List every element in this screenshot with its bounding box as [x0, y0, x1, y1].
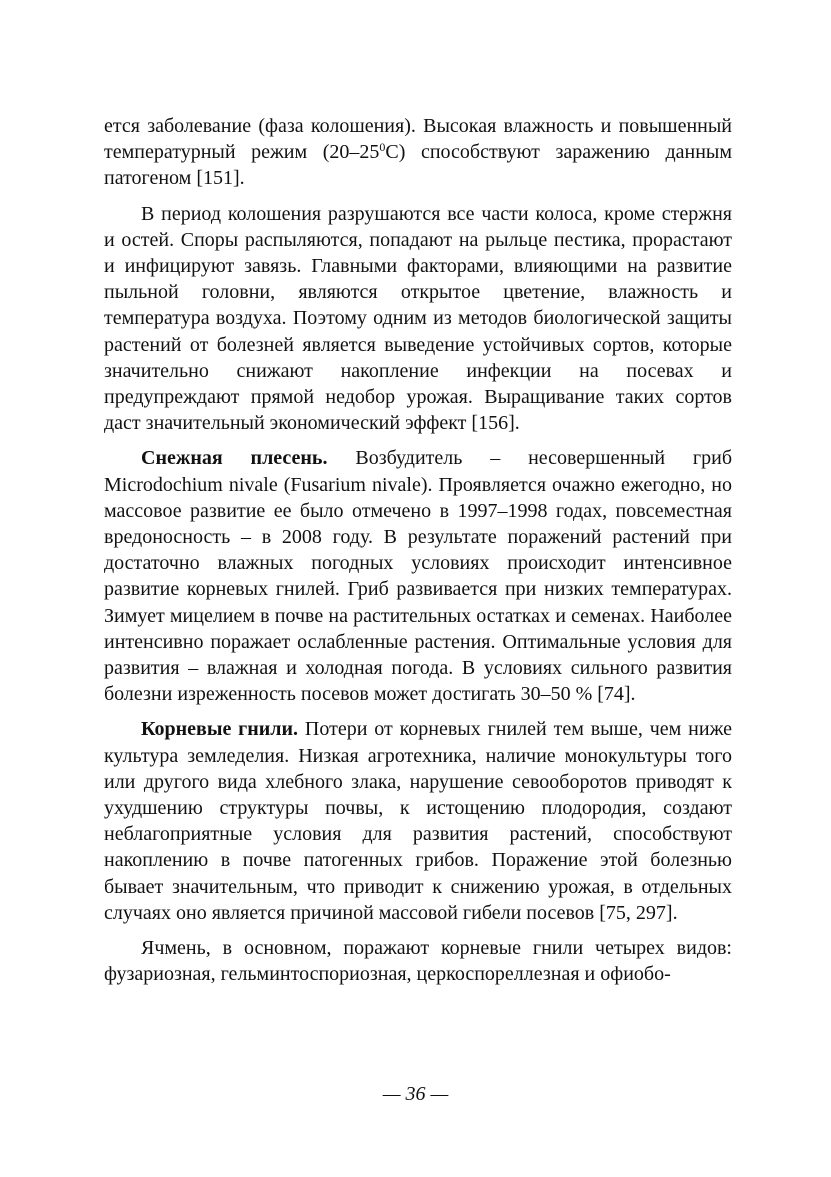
- paragraph-text: Потери от корневых гнилей тем выше, чем ниже культура земледелия. Низкая агротехника, наличие монокультуры того или другого вида хлебного злака, нарушение севооборотов приводят к ухудшению структуры почвы, к истощению плодородия, создают неблагоприятные условия для развития растений, способствуют накоплению в почве патогенных грибов. Поражение этой болезнью бывает значительным, что приводит к снижению урожая, в отдельных случаях оно является причиной массовой гибели посевов [75, 297].: [104, 718, 732, 924]
- paragraph-snow-mold: [104, 445, 732, 707]
- paragraph-text: ется заболевание (фаза колошения). Высокая влажность и повышенный температурный режим (20–25: [104, 115, 732, 164]
- superscript-degree: 0: [379, 140, 386, 155]
- paragraph-text: В период колошения разрушаются все части колоса, кроме стержня и остей. Споры распыляются, попадают на рыльце пестика, прорастают и инфицируют завязь. Главными факторами, влияющими на развитие пыльной головни, являются открытое цветение, влажность и температура воздуха. Поэтому одним из методов биологической защиты растений от болезней является выведение устойчивых сортов, которые значительно снижают накопление инфекции на посевах и предупреждают прямой недобор урожая. Выращивание таких сортов даст значительный экономический эффект [156].: [104, 202, 732, 435]
- paragraph-text: С) способствуют заражению данным патогеном [151].: [104, 141, 732, 190]
- paragraph-barley: [104, 935, 732, 987]
- paragraph-continuation: [104, 113, 732, 192]
- paragraph-heading-period: [104, 201, 732, 437]
- section-term-snow-mold: Снежная плесень.: [141, 447, 328, 470]
- paragraph-root-rot: [104, 716, 732, 926]
- paragraph-text: Возбудитель – несовершенный гриб Microdochium nivale (Fusarium nivale). Проявляется очажно ежегодно, но массовое развитие ее было отмечено в 1997–1998 годах, повсеместная вредоносность – в 2008 году. В результате поражений растений при достаточно влажных погодных условиях происходит интенсивное развитие корневых гнилей. Гриб развивается при низких температурах. Зимует мицелием в почве на растительных остатках и семенах. Наиболее интенсивно поражает ослабленные растения. Оптимальные условия для развития – влажная и холодная погода. В условиях сильного развития болезни изреженность посевов может достигать 30–50 % [74].: [104, 447, 732, 706]
- page-body: [104, 113, 732, 997]
- section-term-root-rot: Корневые гнили.: [141, 718, 299, 741]
- paragraph-text: Ячмень, в основном, поражают корневые гнили четырех видов: фузариозная, гельминтоспориозная, церкоспореллезная и офиобо-: [104, 937, 732, 986]
- page-number: — 36 —: [382, 1083, 449, 1105]
